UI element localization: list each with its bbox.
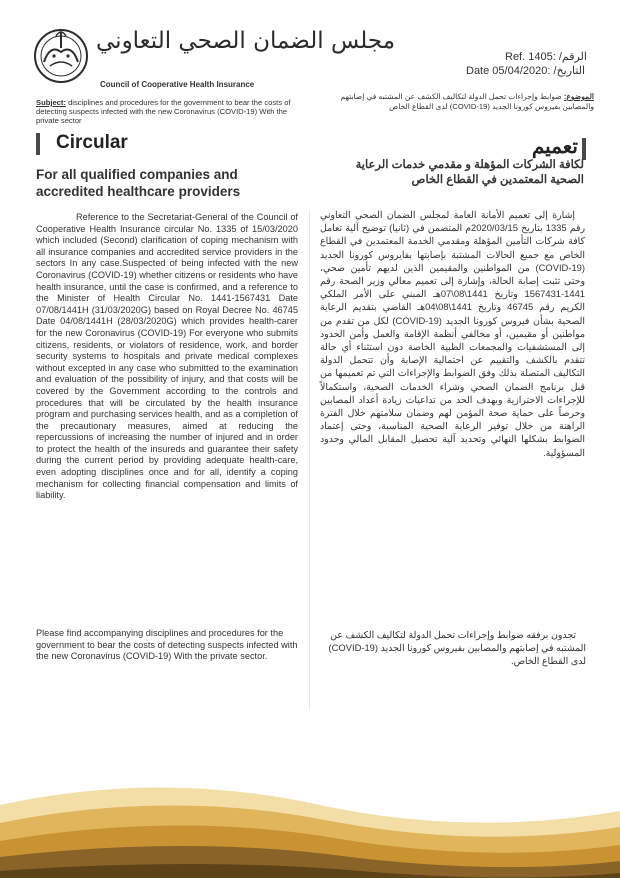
subject-text-en: disciplines and procedures for the government to bear the costs of detecting suspects infected with the new Coronavirus (COVID-19) With the private sector	[36, 98, 291, 125]
subject-label-en: Subject:	[36, 98, 66, 107]
footer-wave-decoration	[0, 775, 620, 878]
document-date: التاريخ/ :Date 05/04/2020	[466, 65, 586, 77]
council-name-arabic: مجلس الضمان الصحي التعاوني	[96, 28, 396, 54]
closing-paragraph-en: Please find accompanying disciplines and procedures for the government to bear the costs of detecting suspects infected with the new Coronavirus (COVID-19) With the private sector.	[36, 628, 298, 662]
title-accent-bar	[582, 138, 586, 160]
addressee-ar: لكافة الشركات المؤهلة و مقدمي خدمات الرعاية الصحية المعتمدين في القطاع الخاص	[355, 159, 584, 186]
reference-number: الرقم/ :Ref. 1405	[505, 51, 587, 63]
subject-text-ar: ضوابط وإجراءات تحمل الدولة لتكاليف الكشف عن المشتبه في إصابتهم والمصابين بفيروس كورونا الجديد (COVID-19) لدى القطاع الخاص	[340, 92, 594, 111]
subject-arabic	[318, 92, 594, 111]
body-paragraph-en: Reference to the Secretariat-General of the Council of Cooperative Health Insurance circular No. 1335 of 15/03/2020 which included (Second) clarification of coping mechanism with all insurance companies and accredited service providers in the sectors In any case.Suspected of being infected with the new Coronavirus (COVID-19) whether citizens or residents who have health insurance, until the case is confirmed, and a reference to the Minister of Health Circular No. 1441-1567431 Date 07/08/1441H (31/03/2020G) based on Royal Decree No. 46745 Date 04/08/1441H (28/03/2020G) which provides health-carer for the new Coronavirus (COVID-19) For everyone who submits citizens, residents, or violators of residence, work, and border security systems to hospitals and private medical complexes without excepted in any case who submitted to the examination and evaluation of the possibility of injury, and that costs will be covered by the Government according to the controls and procedures that will be circulated by the health insurance program and purchasing services health, and as a completion of the precautionary measures, aimed at reducing the repercussions of increasing the number of injured and in order to protect the health of the insureds and guarantee their safety during the current period by providing adequate health-care, even adopting disciplines once and for all, identify a coping mechanism for collecting financial compensation and limits of liability.	[36, 212, 298, 501]
council-name-english: Council of Cooperative Health Insurance	[100, 80, 255, 89]
circular-title-en: Circular	[56, 132, 128, 153]
column-divider	[309, 210, 310, 710]
closing-paragraph-ar: تجدون برفقه ضوابط وإجراءات تحمل الدولة لتكاليف الكشف عن المشتبه في إصابتهم والمصابين بفيروس كورونا الجديد (COVID-19) لدى القطاع الخاص.	[328, 629, 586, 666]
council-logo-icon	[30, 22, 92, 86]
subject-label-ar: الموضوع:	[563, 92, 594, 101]
addressee-en: For all qualified companies and accredited healthcare providers	[36, 167, 241, 199]
subject-english	[36, 98, 306, 125]
circular-title-ar: تعميم	[531, 136, 578, 158]
title-accent-bar	[36, 133, 40, 155]
body-paragraph-ar: إشارة إلى تعميم الأمانة العامة لمجلس الضمان الصحي التعاوني رقم 1335 بتاريخ 2020/03/15م المتضمن في (ثانيا) توضيح آلية تعامل كافة شركات التأمين المؤهلة ومقدمي الخدمة المعتمدين في القطاع الخاص مع جميع الحالات المشتبة بإصابتها بفايروس كورونا الجديد (COVID-19) من المواطنين والمقيمين الذين لديهم تأمين صحي، وحتى تثبت إصابة الحالة، وإشارة إلى تعميم معالي وزير الصحة رقم 1441-1567431 وتاريخ 1441\08\07هـ المبني على الأمر الملكي الكريم رقم 46745 وتاريخ 1441\08\04هـ القاضي بتقديم الرعاية الصحية بشأن فيروس كورونا الجديد (COVID-19) لكل من تقدم من مواطنين أو مقيمين، أو مخالفي أنظمة الإقامة والعمل وأمن الحدود إلى المستشفيات والمجمعات الطبية الخاصة دون استثناء أي حالة تتقدم بالكشف والتقييم عن احتمالية الإصابة وأن تتحمل الدولة التكاليف المتصلة بذلك وفق الضوابط والإجراءات التي تم تعميمها من قبل برنامج الضمان الصحي وشراء الخدمات الصحية، واستكمالاً للإجراءات الاحترازية وبهدف الحد من تداعيات زيادة أعداد المصابين وحرصاً على حماية صحة المؤمن لهم وضمان سلامتهم خلال الفترة الراهنة من خلال توفير الرعاية الصحية المناسبة، وحتى إعتماد الضوابط بشكلها النهائي وتحديد آلية تحصيل المقابل المالي وحدود المسؤولية.	[320, 209, 586, 458]
